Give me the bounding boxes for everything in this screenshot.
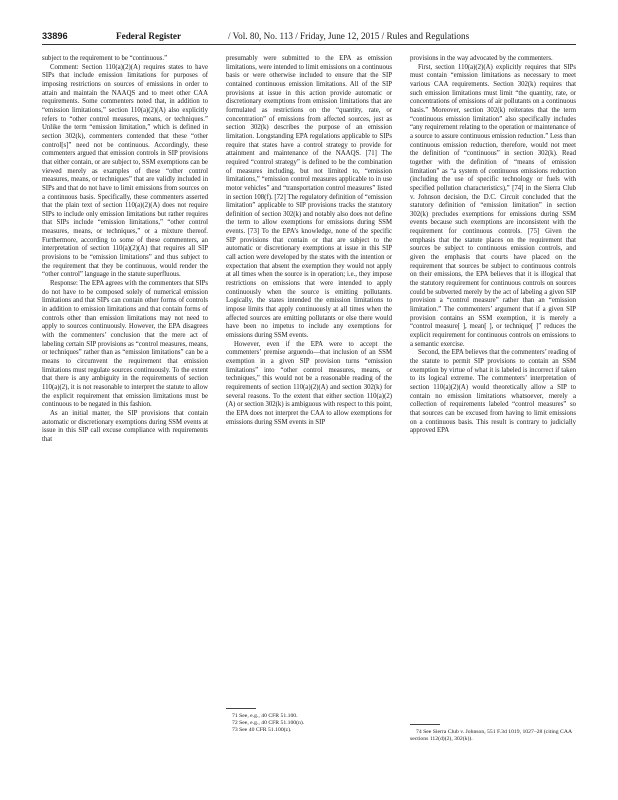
paragraph: First, section 110(a)(2)(A) explicitly requires that SIPs must contain “emission limitations as necessary to meet various CAA requirements. Section 302(k) requires that such emission limitations must limit “the quantity, rate, or concentrations of emissions of air pollutants on a continuous basis.” Moreover, section 302(k) reiterates that the term “continuous emission limitation” also specifically includes “any requirement relating to the operation or maintenance of a source to assure continuous emission reduction.” Less than continuous emission reduction, therefore, would not meet the definition of “continuous” in section 302(k). Read together with the definition of “means of emission limitation” as “a system of continuous emissions reduction (including the use of specific technology or fuels with specified pollution characteristics),” [74] in the Sierra Club v. Johnson decision, the D.C. Circuit concluded that the statutory definition of “emission limitation” in section 302(k) precludes exemptions for emissions during SSM events because such exemptions are inconsistent with the requirement for continuous controls. [75] Given the emphasis that the statute places on the requirement that sources be subject to continuous emission controls, and given the emphasis that courts have placed on the requirement that sources be subject to continuous controls on their emissions, the EPA believes that it is illogical that the statutory requirement for continuous controls on sources could be subverted merely by the act of labeling a given SIP provision a “control measure” rather than an “emission limitation.” The commenters’ argument that if a given SIP provision contains an SSM exemption, it is merely a “control measure[ ], mean[ ], or technique[ ]” reduces the explicit requirement for continuous controls on emissions to a semantic exercise. <box>410 63 576 348</box>
page-header <box>42 30 576 43</box>
footnotes-column-2 <box>226 713 392 734</box>
header-rule <box>42 44 576 45</box>
paragraph: However, even if the EPA were to accept the commenters’ premise arguendo—that inclusion of an SSM exemption in a given SIP provision turns “emission limitations” into “other control measures, means, or techniques,” this would not be a reasonable reading of the requirements of section 110(a)(2)(A) and section 302(k) for several reasons. To the extent that either section 110(a)(2)(A) or section 302(k) is ambiguous with respect to this point, the EPA does not interpret the CAA to allow exemptions for emissions during SSM events in SIP <box>226 340 392 426</box>
footnote-rule <box>410 724 440 725</box>
publication-title: Federal Register <box>116 31 182 41</box>
footnote: 74 See Sierra Club v. Johnson, 551 F.3d 1019, 1027–28 (citing CAA sections 112(d)(2), 302(k)). <box>410 729 572 742</box>
column-3 <box>410 55 576 715</box>
paragraph: presumably were submitted to the EPA as emission limitations, were intended to limit emissions on a continuous basis or were otherwise included to ensure that the SIP contained continuous emission limitations. All of the SIP provisions at issue in this action provide automatic or discretionary exemptions from emission limitations that are formulated as restrictions on the “quantity, rate, or concentration” of emissions from affected sources, just as section 302(k) describes the purpose of an emission limitation. Longstanding EPA regulations applicable to SIPs require that states have a control strategy to provide for attainment and maintenance of the NAAQS. [71] The required “control strategy” is defined to be the combination of measures including, but not limited to, “emission limitations,” “emission control measures applicable to in use motor vehicles” and “transportation control measures” listed in section 108(f). [72] The regulatory definition of “emission limitation” applicable to SIP provisions tracks the statutory definition of section 302(k) and notably also does not define the term to allow exemptions for emissions during SSM events. [73] To the EPA’s knowledge, none of the specific SIP provisions that contain or that are subject to the automatic or discretionary exemptions at issue in this SIP call action were developed by the states with the intention or expectation that absent the exemption they would not apply at all times when the source is in operation; i.e., they impose restrictions on emissions that were intended to apply continuously when the source is emitting pollutants. Logically, the states intended the emission limitations to impose limits that apply continuously at all times when the affected sources are emitting pollutants or else there would have been no impetus to include any exemptions for emissions during SSM events. <box>226 55 392 339</box>
paragraph: Second, the EPA believes that the commenters’ reading of the statute to permit SIP provisions to contain an SSM exemption by virtue of what it is labeled is incorrect if taken to its logical extreme. The commenters’ interpretation of section 110(a)(2)(A) would theoretically allow a SIP to contain no emission limitations whatsoever, merely a collection of requirements labeled “control measures” so that sources can be excused from having to limit emissions on a continuous basis. This result is contrary to judicially approved EPA <box>410 349 576 435</box>
footnote-rule <box>226 708 256 709</box>
paragraph: Comment: Section 110(a)(2)(A) requires states to have SIPs that include emission limitations for purposes of imposing restrictions on sources of emissions in order to attain and maintain the NAAQS and to meet other CAA requirements. Some commenters noted that, in addition to “emission limitations,” section 110(a)(2)(A) also explicitly refers to “other control measures, means, or techniques.” Unlike the term “emission limitation,” which is defined in section 302(k), commenters contended that these “other control[s]” need not be continuous. Accordingly, these commenters argued that emission controls in SIP provisions that either contain, or are subject to, SSM exemptions can be viewed merely as examples of these “other control measures, means, or techniques” that are validly included in SIPs and that do not have to limit emissions from sources on a continuous basis. Specifically, these commenters asserted that the plain text of section 110(a)(2)(A) does not require SIPs to include only emission limitations but rather requires that SIPs include “emission limitations,” “other control measures, means, or techniques,” or a mixture thereof. Furthermore, according to some of these commenters, an interpretation of section 110(a)(2)(A) that requires all SIP provisions to be “emission limitations” and thus subject to the requirement that they be continuous, would render the “other control” language in the statute superfluous. <box>42 63 208 279</box>
paragraph: subject to the requirement to be “continuous.” <box>42 55 168 62</box>
column-1 <box>42 55 208 770</box>
footnotes-column-3 <box>410 729 576 743</box>
footnote: 73 See 40 CFR 51.100(z). <box>232 727 292 733</box>
footnote: 72 See, e.g., 40 CFR 51.100(n). <box>232 720 305 726</box>
issue-details: / Vol. 80, No. 113 / Friday, June 12, 2015 / Rules and Regulations <box>228 31 470 41</box>
footnote: 71 See, e.g., 40 CFR 51.100. <box>232 713 298 719</box>
column-2 <box>226 55 392 695</box>
paragraph: provisions in the way advocated by the commenters. <box>410 55 553 62</box>
paragraph: As an initial matter, the SIP provisions that contain automatic or discretionary exemptions during SSM events at issue in this SIP call excuse compliance with requirements that <box>42 409 208 443</box>
paragraph: Response: The EPA agrees with the commenters that SIPs do not have to be composed solely of numerical emission limitations and that SIPs can contain other forms of controls in addition to emission limitations and that contain forms of controls other than emission limitations may not need to apply to sources continuously. However, the EPA disagrees with the commenters’ conclusion that the mere act of labeling certain SIP provisions as “control measures, means, or techniques” rather than as “emission limitations” can be a means to circumvent the requirement that emission limitations must regulate sources continuously. To the extent that there is any ambiguity in the requirements of section 110(a)(2), it is not reasonable to interpret the statute to allow the explicit requirement that emission limitations must be continuous to be negated in this fashion. <box>42 280 208 409</box>
page-number: 33896 <box>42 31 68 41</box>
